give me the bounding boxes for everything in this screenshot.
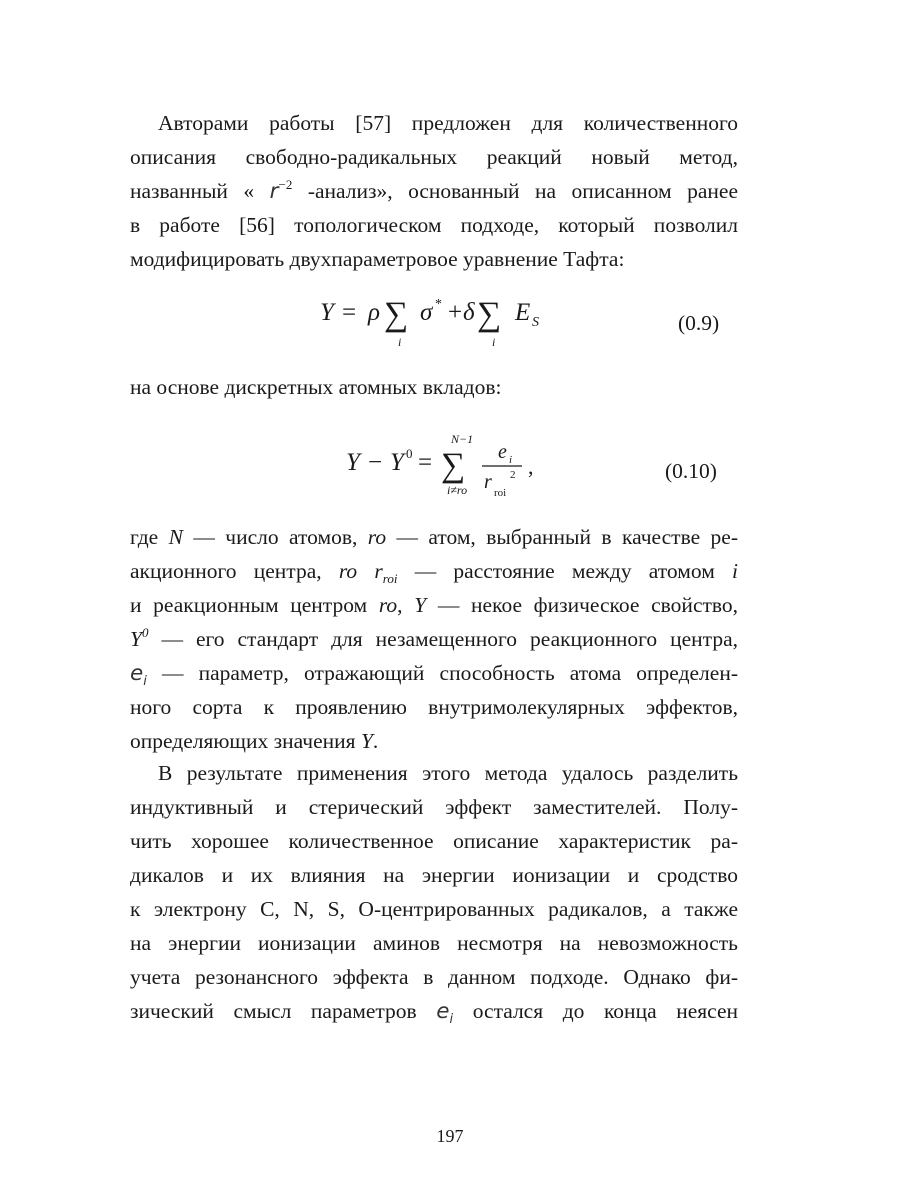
text-line (130, 994, 738, 1028)
text-line: к электрону C, N, S, O-центрированных радикалов, а также (130, 897, 738, 921)
eq-rho: ρ (368, 299, 380, 326)
text-line: дикалов и их влияния на энергии ионизации и сродство (130, 863, 738, 887)
frac-den-sub: roi (494, 487, 507, 499)
eq-star: * (435, 297, 442, 312)
text-fragment: акционного центра, (130, 559, 339, 583)
math-r: r (269, 179, 279, 204)
eq-y0-sup: 0 (406, 446, 413, 461)
frac-num-sub: i (509, 454, 513, 466)
eq-sigma: σ (420, 299, 433, 326)
text-line: на энергии ионизации аминов несмотря на невозможность (130, 931, 738, 955)
math-ro: ro (378, 593, 398, 617)
paragraph-intro (130, 106, 738, 276)
text-line (130, 622, 738, 656)
paragraph-between (130, 370, 738, 404)
math-N: N (168, 525, 183, 549)
text-fragment: — некое физическое свойство, (426, 593, 739, 617)
text-line (130, 724, 738, 758)
eq-delta: δ (463, 299, 475, 326)
text-fragment: остался до конца неясен (472, 999, 738, 1023)
text-line: в работе [56] топологическом подходе, который позволил (130, 213, 738, 237)
text-line: учета резонансного эффекта в данном подходе. Однако фи- (130, 965, 738, 989)
eq-y0: Y (390, 449, 404, 476)
text-fragment: где (130, 525, 169, 549)
text-fragment: — параметр, отражающий способность атома определен- (146, 661, 738, 685)
sum-symbol: ∑ (384, 296, 409, 333)
math-roi: roi (382, 571, 398, 586)
text-fragment: . (372, 729, 379, 753)
math-r: r (374, 559, 383, 583)
text-line (130, 520, 738, 554)
eq-plus: + (448, 299, 463, 326)
math-e: e (130, 661, 144, 686)
text-fragment: — расстояние между атомом (397, 559, 733, 583)
equation-0-10 (340, 428, 550, 504)
text-fragment: — его стандарт для незамещенного реакционного центра, (148, 627, 738, 651)
text-fragment: — атом, выбранный в качестве ре- (386, 525, 738, 549)
frac-den-sup: 2 (510, 469, 516, 481)
text-line: на основе дискретных атомных вкладов: (130, 375, 502, 399)
math-e-sub: i (449, 1012, 454, 1027)
text-fragment: и реакционным центром (130, 593, 379, 617)
math-Y: Y (414, 593, 427, 617)
text-line: индуктивный и стерический эффект заместителей. Полу- (130, 795, 738, 819)
text-line (130, 656, 738, 690)
math-ro: ro (338, 559, 358, 583)
eq-es-sub: S (532, 315, 539, 330)
paragraph-definitions (130, 520, 738, 758)
equation-number: (0.9) (678, 311, 720, 335)
equation-number: (0.10) (665, 459, 717, 483)
text-fragment: — число атомов, (182, 525, 368, 549)
text-line: описания свободно-радикальных реакций новый метод, (130, 145, 738, 169)
math-Y: Y (130, 627, 142, 651)
math-e: e (436, 999, 450, 1024)
math-i: i (732, 559, 738, 583)
frac-den: r (484, 471, 492, 493)
eq-comma: , (528, 454, 534, 479)
text-fragment: зический смысл параметров (130, 999, 417, 1023)
page-number: 197 (436, 1126, 464, 1146)
math-ro: ro (367, 525, 387, 549)
eq-lhs: Y (346, 449, 360, 476)
text-fragment: определяющих значения (130, 729, 361, 753)
sum-index: i (398, 335, 402, 349)
text-line: модифицировать двухпараметровое уравнение Тафта: (130, 247, 625, 271)
text-line: ного сорта к проявлению внутримолекулярных эффектов, (130, 695, 738, 719)
math-exponent: −2 (278, 177, 293, 192)
text-line (130, 554, 738, 588)
sum-lower: i≠ro (447, 483, 468, 497)
paragraph-results (130, 756, 738, 1028)
math-e-sub: i (143, 674, 147, 689)
eq-minus: − (368, 449, 383, 476)
sum-upper: N−1 (451, 432, 474, 446)
sum-symbol: ∑ (441, 447, 466, 484)
math-exponent: 0 (141, 625, 149, 640)
text-line (130, 588, 738, 622)
frac-num: e (498, 441, 507, 463)
eq-es: E (515, 299, 531, 326)
text-fragment: , (397, 593, 415, 617)
text-line (130, 174, 738, 208)
math-Y: Y (360, 729, 373, 753)
text-fragment: -анализ», основанный на описанном ранее (307, 179, 738, 203)
eq-lhs: Y (320, 299, 334, 326)
text-line: чить хорошее количественное описание характеристик ра- (130, 829, 738, 853)
equation-0-9 (300, 288, 580, 354)
sum-index: i (492, 335, 496, 349)
text-line: Авторами работы [57] предложен для количественного (158, 111, 738, 135)
sum-symbol: ∑ (477, 296, 502, 333)
eq-equals: = (418, 449, 433, 476)
text-fragment: названный « (130, 179, 255, 203)
eq-equals: = (342, 299, 357, 326)
text-line: В результате применения этого метода удалось разделить (158, 761, 738, 785)
